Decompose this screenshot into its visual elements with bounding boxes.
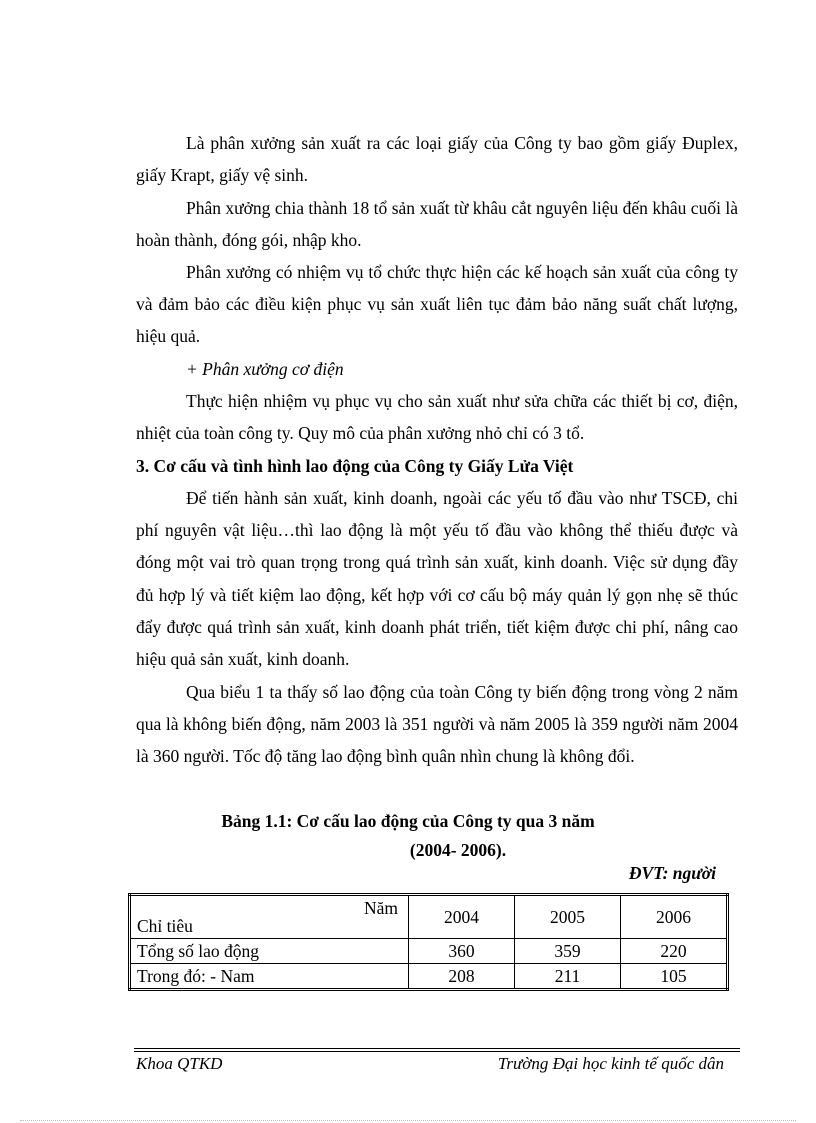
footer-rule-top bbox=[134, 1048, 740, 1049]
header-year-2006: 2006 bbox=[621, 895, 728, 939]
paragraph-1: Là phân xưởng sản xuất ra các loại giấy của Công ty bao gồm giấy Đuplex, giấy Krapt, giấy vệ sinh. bbox=[136, 133, 738, 186]
cell-value: 105 bbox=[621, 964, 728, 990]
header-year-label: Năm bbox=[363, 898, 398, 918]
table-unit: ĐVT: người bbox=[628, 863, 716, 883]
paragraph-3: Phân xưởng có nhiệm vụ tổ chức thực hiện các kế hoạch sản xuất của công ty và đảm bảo các điều kiện phục vụ sản xuất liên tục đảm bảo năng suất chất lượng, hiệu quả. bbox=[136, 262, 738, 347]
paragraph-5: Để tiến hành sản xuất, kinh doanh, ngoài các yếu tố đầu vào như TSCĐ, chi phí nguyên vật liệu…thì lao động là một yếu tố đầu vào không thể thiếu được và đóng một vai trò quan trọng trong quá trình sản xuất, kinh doanh. Việc sử dụng đầy đủ hợp lý và tiết kiệm lao động, kết hợp với cơ cấu bộ máy quản lý gọn nhẹ sẽ thúc đẩy được quá trình sản xuất, kinh doanh phát triển, tiết kiệm được chi phí, nâng cao hiệu quả sản xuất, kinh doanh. bbox=[136, 488, 738, 670]
paragraph-6: Qua biểu 1 ta thấy số lao động của toàn Công ty biến động trong vòng 2 năm qua là không biến động, năm 2003 là 351 người và năm 2005 là 359 người năm 2004 là 360 người. Tốc độ tăng lao động bình quân nhìn chung là không đổi. bbox=[136, 682, 738, 767]
cell-value: 220 bbox=[621, 939, 728, 964]
paragraph-2: Phân xưởng chia thành 18 tổ sản xuất từ khâu cắt nguyên liệu đến khâu cuối là hoàn thành, đóng gói, nhập kho. bbox=[136, 198, 738, 251]
header-year-2005: 2005 bbox=[515, 895, 621, 939]
table-caption: Bảng 1.1: Cơ cấu lao động của Công ty qua 3 năm bbox=[221, 811, 595, 831]
cell-value: 359 bbox=[515, 939, 621, 964]
row-label: Tổng số lao động bbox=[130, 939, 409, 964]
cell-value: 208 bbox=[409, 964, 515, 990]
cell-value: 211 bbox=[515, 964, 621, 990]
table-row bbox=[130, 964, 728, 990]
header-criteria-label: Chỉ tiêu bbox=[137, 916, 193, 936]
section-heading: 3. Cơ cấu và tình hình lao động của Công ty Giấy Lửa Việt bbox=[136, 456, 574, 476]
row-label: Trong đó: - Nam bbox=[130, 964, 409, 990]
table-row bbox=[130, 939, 728, 964]
header-year-2004: 2004 bbox=[409, 895, 515, 939]
table-header-row bbox=[130, 895, 728, 939]
paragraph-4: Thực hiện nhiệm vụ phục vụ cho sản xuất như sửa chữa các thiết bị cơ, điện, nhiệt của toàn công ty. Quy mô của phân xưởng nhỏ chỉ có 3 tổ. bbox=[136, 391, 738, 444]
footer-left: Khoa QTKD bbox=[136, 1054, 223, 1073]
table-caption-period: (2004- 2006). bbox=[409, 840, 507, 860]
labor-structure-table bbox=[128, 893, 729, 991]
cell-value: 360 bbox=[409, 939, 515, 964]
footer-right: Trường Đại học kinh tế quốc dân bbox=[497, 1054, 724, 1073]
header-diagonal-cell bbox=[130, 895, 409, 939]
subsection-label: + Phân xưởng cơ điện bbox=[186, 359, 344, 379]
footer-rule-bottom bbox=[134, 1051, 740, 1052]
page-bottom-border bbox=[20, 1120, 796, 1121]
